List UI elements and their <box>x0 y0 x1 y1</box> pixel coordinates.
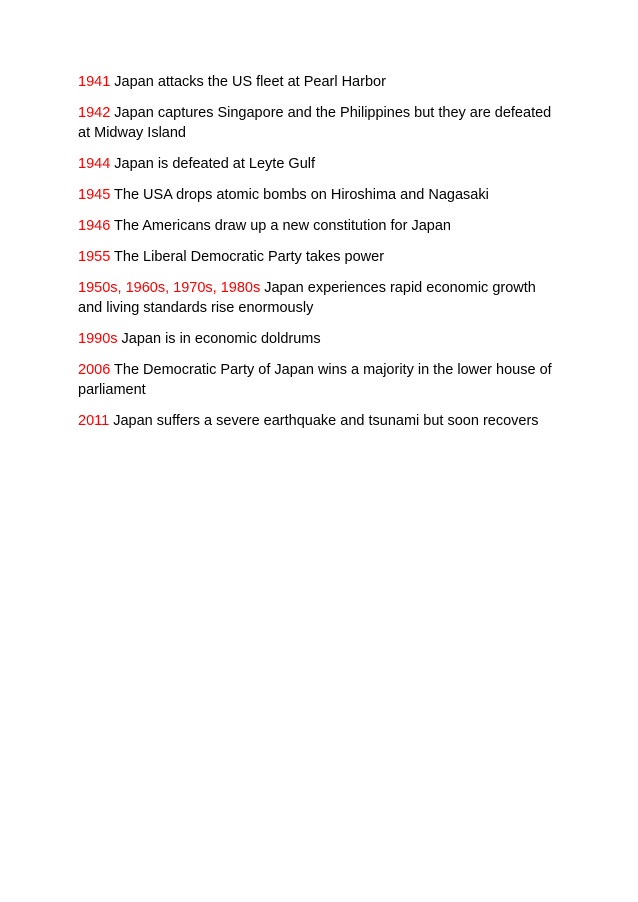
timeline-entry <box>78 154 558 174</box>
timeline-event: Japan attacks the US fleet at Pearl Harbor <box>114 74 386 90</box>
timeline-entry <box>78 185 558 205</box>
timeline-event: Japan suffers a severe earthquake and tsunami but soon recovers <box>113 413 539 429</box>
timeline-event: The Liberal Democratic Party takes power <box>114 249 385 265</box>
timeline-year: 1941 <box>78 74 111 90</box>
timeline-list <box>78 72 558 442</box>
timeline-year: 1944 <box>78 156 111 172</box>
timeline-entry <box>78 360 558 400</box>
timeline-year: 2006 <box>78 362 111 378</box>
timeline-entry <box>78 329 558 349</box>
timeline-entry <box>78 247 558 267</box>
timeline-event: Japan experiences rapid economic growth and living standards rise enormously <box>78 280 536 316</box>
timeline-event: Japan captures Singapore and the Philippines but they are defeated at Midway Island <box>78 105 552 141</box>
timeline-year: 1950s, 1960s, 1970s, 1980s <box>78 280 261 296</box>
timeline-year: 1955 <box>78 249 111 265</box>
timeline-entry <box>78 216 558 236</box>
timeline-year: 1946 <box>78 218 111 234</box>
timeline-entry <box>78 411 558 431</box>
timeline-event: Japan is defeated at Leyte Gulf <box>114 156 316 172</box>
timeline-year: 2011 <box>78 413 110 429</box>
timeline-year: 1990s <box>78 331 118 347</box>
timeline-year: 1942 <box>78 105 111 121</box>
timeline-entry <box>78 278 558 318</box>
timeline-event: The Democratic Party of Japan wins a majority in the lower house of parliament <box>78 362 552 398</box>
timeline-event: The USA drops atomic bombs on Hiroshima and Nagasaki <box>114 187 489 203</box>
timeline-event: Japan is in economic doldrums <box>121 331 321 347</box>
timeline-entry <box>78 72 558 92</box>
timeline-entry <box>78 103 558 143</box>
timeline-year: 1945 <box>78 187 111 203</box>
timeline-event: The Americans draw up a new constitution for Japan <box>114 218 451 234</box>
